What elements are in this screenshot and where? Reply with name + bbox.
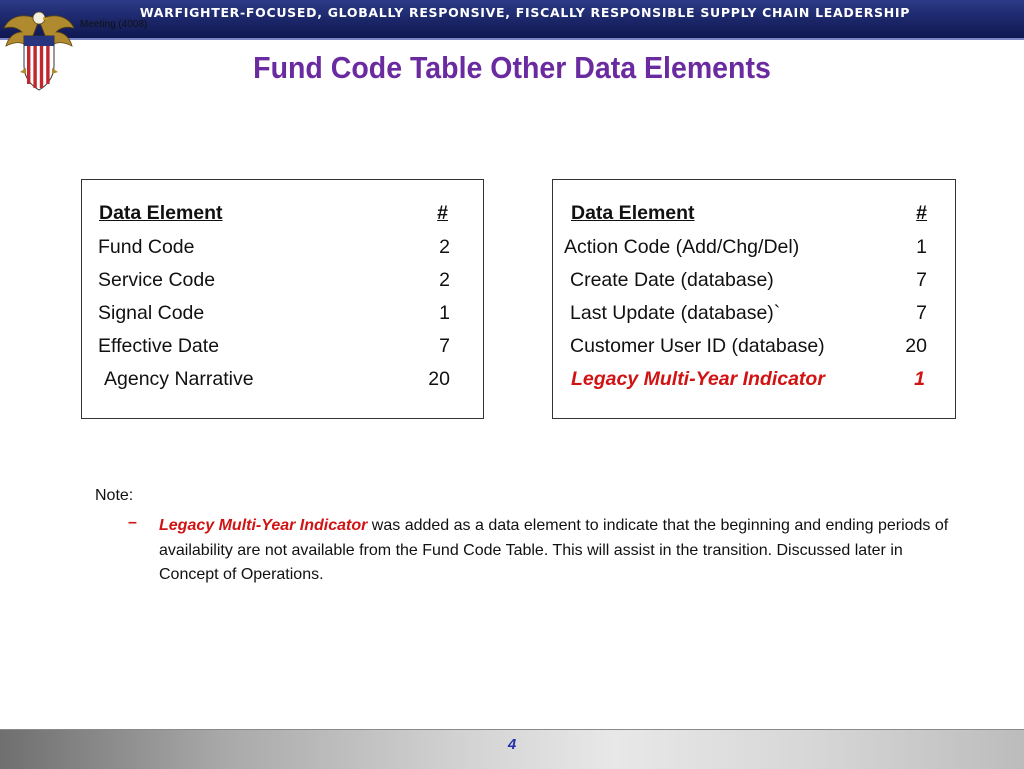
right-data-table	[552, 179, 956, 419]
left-row-element: Agency Narrative	[104, 368, 254, 390]
note-label: Note:	[95, 487, 134, 504]
footer-bar	[0, 729, 1024, 769]
right-row-num: 20	[905, 335, 927, 357]
right-row-element: Last Update (database)`	[570, 302, 781, 324]
right-row-element: Action Code (Add/Chg/Del)	[564, 236, 800, 258]
meeting-label: Meeting (4008)	[80, 19, 148, 30]
left-row-num: 20	[428, 368, 450, 390]
left-row-element: Signal Code	[98, 302, 205, 324]
left-row-element: Effective Date	[98, 335, 220, 357]
banner-slogan: WARFIGHTER-FOCUSED, GLOBALLY RESPONSIVE, FISCALLY RESPONSIBLE SUPPLY CHAIN LEADERSHIP	[139, 5, 911, 20]
note-highlight: Legacy Multi-Year Indicator	[159, 517, 368, 534]
left-header-num: #	[437, 202, 448, 224]
left-header-element: Data Element	[99, 202, 223, 224]
right-header-num: #	[916, 202, 927, 224]
left-data-table	[81, 179, 484, 419]
right-row-num: 1	[916, 236, 927, 258]
right-row-element: Create Date (database)	[570, 269, 774, 291]
left-row-element: Service Code	[98, 269, 216, 291]
right-header-element: Data Element	[571, 202, 695, 224]
right-row-element-legacy: Legacy Multi-Year Indicator	[571, 368, 825, 390]
header-banner	[0, 0, 1024, 40]
right-row-num: 7	[916, 302, 927, 324]
left-row-num: 7	[439, 335, 450, 357]
left-row-num: 2	[439, 269, 450, 291]
note-body-text: was added as a data element to indicate that the beginning and ending periods of availability are not available from the Fund Code Table. This will assist in the transition. Discussed later in Concept of Operations.	[159, 517, 949, 583]
page-title: Fund Code Table Other Data Elements	[253, 50, 771, 85]
right-row-num-legacy: 1	[914, 368, 925, 390]
left-row-num: 1	[439, 302, 450, 324]
note-text	[159, 514, 959, 588]
left-row-num: 2	[439, 236, 450, 258]
left-row-element: Fund Code	[98, 236, 195, 258]
right-row-num: 7	[916, 269, 927, 291]
right-row-element: Customer User ID (database)	[570, 335, 825, 357]
page-number: 4	[507, 736, 517, 753]
note-bullet: –	[128, 514, 137, 531]
